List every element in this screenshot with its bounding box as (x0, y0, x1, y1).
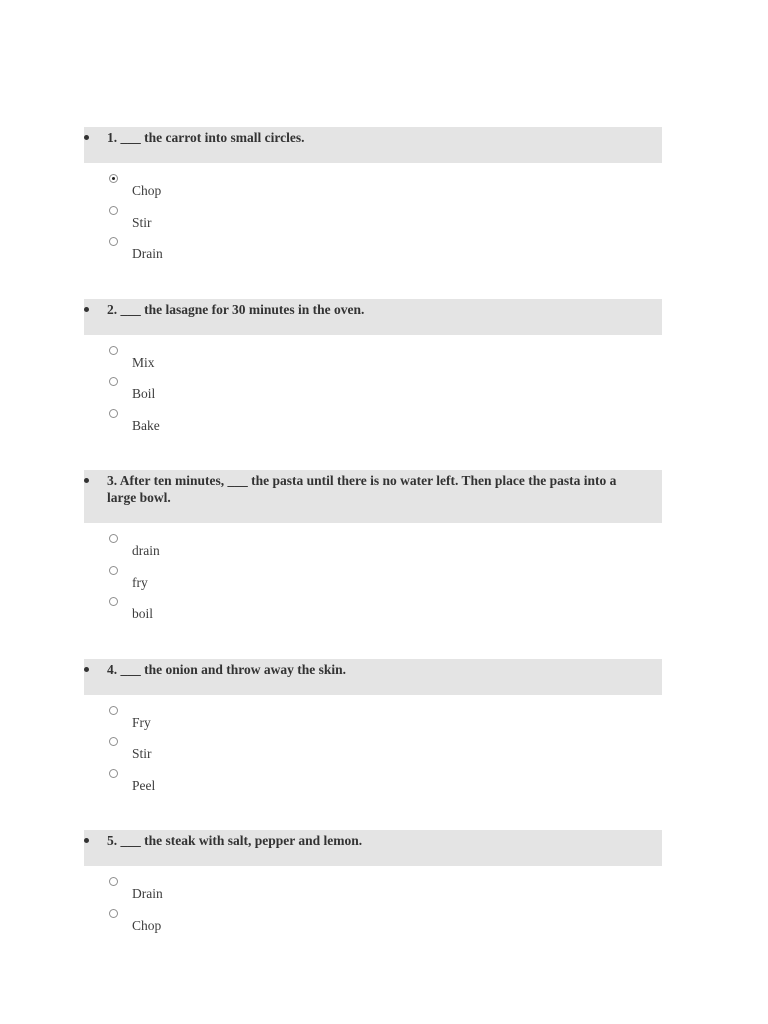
options-list (84, 163, 662, 266)
question-text: 5. ___ the steak with salt, pepper and lemon. (107, 833, 363, 848)
question-item (84, 127, 662, 266)
option-label: Fry (132, 714, 151, 730)
question-item (84, 659, 662, 798)
question-text: 2. ___ the lasagne for 30 minutes in the oven. (107, 301, 365, 317)
quiz-list (84, 127, 662, 970)
radio-button[interactable] (109, 597, 118, 606)
answer-option[interactable] (84, 406, 662, 438)
bullet-icon (84, 135, 89, 140)
answer-option[interactable] (84, 203, 662, 235)
option-label: Boil (132, 386, 156, 401)
question-header (84, 830, 662, 866)
answer-option[interactable] (84, 874, 662, 906)
answer-option[interactable] (84, 374, 662, 406)
answer-option[interactable] (84, 171, 662, 203)
radio-button[interactable] (109, 409, 118, 418)
option-label: Stir (132, 214, 152, 230)
option-label: boil (132, 606, 154, 621)
option-label: Chop (132, 183, 162, 198)
options-list (84, 866, 662, 937)
radio-button[interactable] (109, 566, 118, 575)
question-text: 1. ___ the carrot into small circles. (107, 130, 305, 145)
answer-option[interactable] (84, 703, 662, 735)
option-label: Drain (132, 886, 163, 901)
question-header (84, 127, 662, 163)
options-list (84, 523, 662, 626)
radio-button[interactable] (109, 206, 118, 215)
option-label: drain (132, 543, 160, 558)
radio-button[interactable] (109, 769, 118, 778)
question-text: 4. ___ the onion and throw away the skin. (107, 661, 347, 677)
option-label: Mix (132, 354, 155, 370)
option-label: Bake (132, 417, 160, 433)
radio-button[interactable] (109, 377, 118, 386)
answer-option[interactable] (84, 563, 662, 595)
answer-option[interactable] (84, 594, 662, 626)
question-header (84, 470, 662, 523)
question-header (84, 299, 662, 335)
question-item (84, 299, 662, 438)
option-label: fry (132, 574, 148, 590)
radio-button[interactable] (109, 737, 118, 746)
question-text: 3. After ten minutes, ___ the pasta until there is no water left. Then place the pasta into a large bowl. (107, 473, 617, 505)
answer-option[interactable] (84, 234, 662, 266)
radio-button[interactable] (109, 706, 118, 715)
radio-button[interactable] (109, 909, 118, 918)
question-item (84, 830, 662, 937)
option-label: Peel (132, 777, 156, 793)
option-label: Stir (132, 746, 152, 761)
radio-button[interactable] (109, 346, 118, 355)
bullet-icon (84, 307, 89, 312)
bullet-icon (84, 478, 89, 483)
question-item (84, 470, 662, 626)
answer-option[interactable] (84, 734, 662, 766)
option-label: Drain (132, 246, 163, 261)
question-header (84, 659, 662, 695)
bullet-icon (84, 667, 89, 672)
answer-option[interactable] (84, 531, 662, 563)
answer-option[interactable] (84, 343, 662, 375)
bullet-icon (84, 838, 89, 843)
radio-button[interactable] (109, 534, 118, 543)
answer-option[interactable] (84, 906, 662, 938)
options-list (84, 335, 662, 438)
options-list (84, 695, 662, 798)
radio-button[interactable] (109, 237, 118, 246)
radio-button[interactable] (109, 877, 118, 886)
option-label: Chop (132, 917, 162, 933)
answer-option[interactable] (84, 766, 662, 798)
radio-button-checked[interactable] (109, 174, 118, 183)
